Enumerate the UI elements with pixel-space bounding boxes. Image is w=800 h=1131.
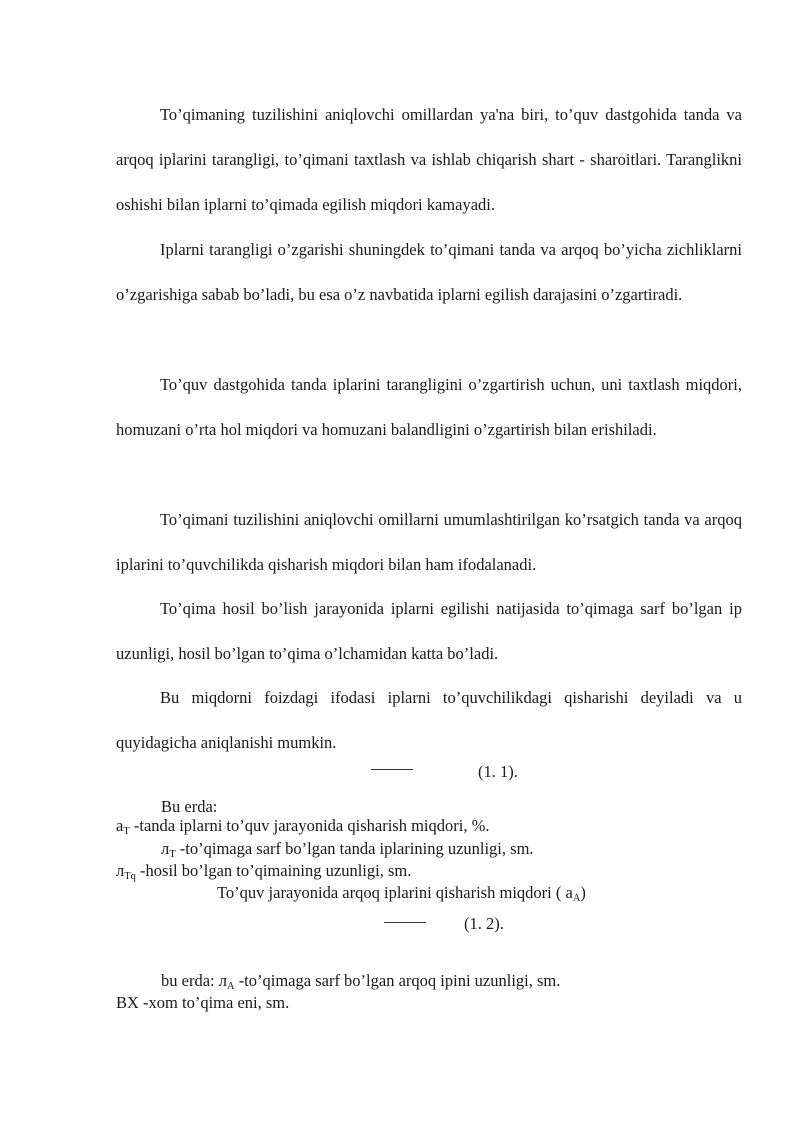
paragraph-4: To’qimani tuzilishini aniqlovchi omillarni umumlashtirilgan ko’rsatgich tanda va arqoq iplarini to’quvchilikda qisharish miqdori bilan ham ifodalanadi. bbox=[116, 510, 742, 574]
formula-1-label: (1. 1). bbox=[478, 762, 518, 781]
paragraph-2: Iplarni tarangligi o’zgarishi shuningdek to’qimani tanda va arqoq bo’yicha zichliklarni o’zgarishiga sabab bo’ladi, bu esa o’z navbatida iplarni egilish darajasini o’zgartiradi. bbox=[116, 240, 742, 304]
paragraph-3: To’quv dastgohida tanda iplarini tarangligini o’zgartirish uchun, uni taxtlash miqdori, homuzani o’rta hol miqdori va homuzani balandligini o’zgartirish bilan erishiladi. bbox=[116, 375, 742, 439]
formula-1-fraction-bar bbox=[371, 769, 413, 770]
formula-2-fraction-bar bbox=[384, 922, 426, 923]
definition-a-t: $a_T$ -tanda iplarni to’quv jarayonida qisharish miqdori, %. bbox=[116, 816, 490, 837]
definition-l-tq: $л_{Tq}$ -hosil bo’lgan to’qimaining uzunligi, sm. bbox=[116, 861, 412, 882]
definition-l-a: bu erda: $л_A$ -to’qimaga sarf bo’lgan arqoq ipini uzunligi, sm. bbox=[161, 971, 561, 992]
paragraph-5: To’qima hosil bo’lish jarayonida iplarni egilishi natijasida to’qimaga sarf bo’lgan ip uzunligi, hosil bo’lgan to’qima o’lchamidan katta bo’ladi. bbox=[116, 599, 742, 663]
paragraph-1: To’qimaning tuzilishini aniqlovchi omillardan ya'na biri, to’quv dastgohida tanda va arqoq iplarini tarangligi, to’qimani taxtlash va ishlab chiqarish shart - sharoitlari. Taranglikni oshishi bilan iplarni to’qimada egilish miqdori kamayadi. bbox=[116, 105, 742, 214]
arqoq-shrinkage-line: To’quv jarayonida arqoq iplarini qisharish miqdori ( $a_A$) bbox=[217, 883, 586, 904]
paragraph-6: Bu miqdorni foizdagi ifodasi iplarni to’quvchilikdagi qisharishi deyiladi va u quyidagicha aniqlanishi mumkin. bbox=[116, 688, 742, 752]
formula-2-label: (1. 2). bbox=[464, 914, 504, 933]
definition-bx: BX -xom to’qima eni, sm. bbox=[116, 993, 290, 1012]
bu-erda-label: Bu erda: bbox=[161, 797, 218, 816]
definition-l-t: $л_T$ -to’qimaga sarf bo’lgan tanda iplarining uzunligi, sm. bbox=[161, 839, 534, 860]
